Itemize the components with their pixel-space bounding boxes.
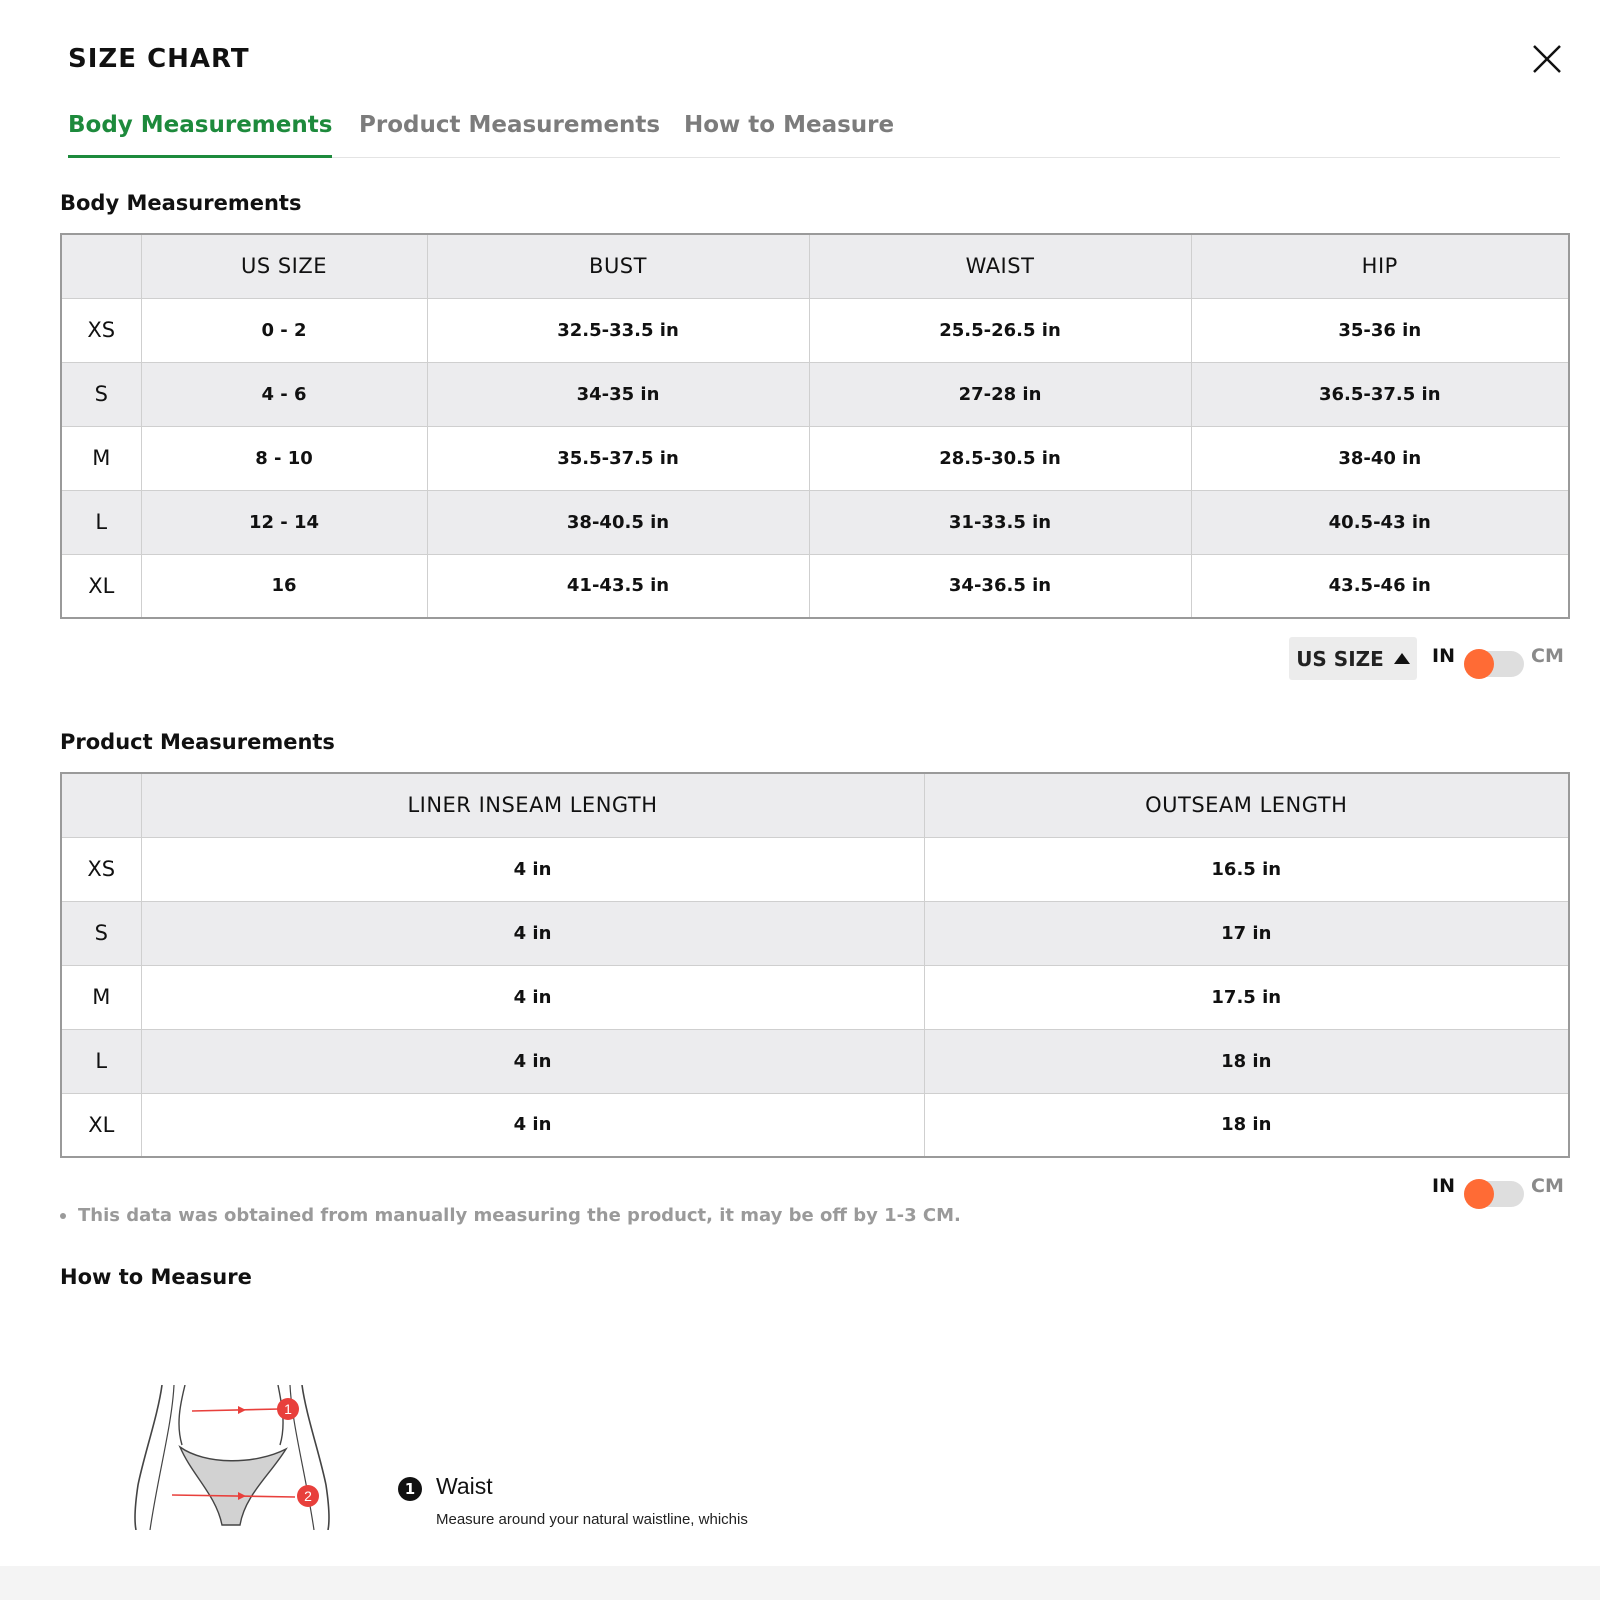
measurement-note xyxy=(60,1205,961,1226)
table-header-row xyxy=(61,234,1569,298)
column-header: HIP xyxy=(1191,234,1569,298)
table-cell: M xyxy=(61,426,141,490)
table-row xyxy=(61,1093,1569,1157)
unit-switch[interactable] xyxy=(1464,1181,1524,1207)
table-cell: M xyxy=(61,965,141,1029)
step-title: Waist xyxy=(436,1473,493,1499)
table-cell: 43.5-46 in xyxy=(1191,554,1569,618)
tab-how-to-measure[interactable]: How to Measure xyxy=(684,112,895,138)
column-header: WAIST xyxy=(809,234,1191,298)
column-header: BUST xyxy=(427,234,809,298)
table-cell: 34-35 in xyxy=(427,362,809,426)
table-cell: S xyxy=(61,362,141,426)
bullet-icon xyxy=(60,1213,66,1219)
table-row xyxy=(61,1029,1569,1093)
product-measurements-table xyxy=(60,772,1570,1158)
table-cell: 35.5-37.5 in xyxy=(427,426,809,490)
table-row xyxy=(61,362,1569,426)
table-cell: 0 - 2 xyxy=(141,298,427,362)
figure-marker: 2 xyxy=(304,1488,312,1504)
table-row xyxy=(61,426,1569,490)
table-cell: S xyxy=(61,901,141,965)
table-cell: 32.5-33.5 in xyxy=(427,298,809,362)
table-row xyxy=(61,965,1569,1029)
size-chart-title: SIZE CHART xyxy=(68,44,250,74)
table-cell: 4 in xyxy=(141,901,924,965)
unit-cm-label: CM xyxy=(1531,645,1564,667)
table-cell: L xyxy=(61,1029,141,1093)
product-measurements-heading: Product Measurements xyxy=(60,730,335,754)
table-cell: 18 in xyxy=(924,1093,1569,1157)
table-cell: 4 in xyxy=(141,837,924,901)
table-row xyxy=(61,298,1569,362)
table-cell: 12 - 14 xyxy=(141,490,427,554)
column-header xyxy=(61,234,141,298)
table-cell: 41-43.5 in xyxy=(427,554,809,618)
column-header: OUTSEAM LENGTH xyxy=(924,773,1569,837)
body-diagram-illustration xyxy=(130,1385,340,1530)
product-unit-toggle[interactable] xyxy=(1432,1175,1572,1211)
table-cell: L xyxy=(61,490,141,554)
table-cell: 36.5-37.5 in xyxy=(1191,362,1569,426)
tab-bar xyxy=(68,108,1560,158)
table-cell: 16.5 in xyxy=(924,837,1569,901)
how-to-measure-heading: How to Measure xyxy=(60,1265,252,1289)
table-cell: 38-40 in xyxy=(1191,426,1569,490)
unit-in-label: IN xyxy=(1432,645,1455,667)
unit-cm-label: CM xyxy=(1531,1175,1564,1197)
close-icon[interactable] xyxy=(1530,42,1564,76)
switch-knob xyxy=(1464,1179,1494,1209)
table-cell: 4 in xyxy=(141,1093,924,1157)
body-measurements-heading: Body Measurements xyxy=(60,191,302,215)
column-header: LINER INSEAM LENGTH xyxy=(141,773,924,837)
table-cell: XL xyxy=(61,554,141,618)
unit-in-label: IN xyxy=(1432,1175,1455,1197)
step-description: Measure around your natural waistline, whichis xyxy=(436,1511,748,1528)
table-row xyxy=(61,554,1569,618)
table-cell: 4 - 6 xyxy=(141,362,427,426)
table-cell: 34-36.5 in xyxy=(809,554,1191,618)
table-cell: 4 in xyxy=(141,965,924,1029)
column-header xyxy=(61,773,141,837)
size-system-select[interactable] xyxy=(1289,637,1417,680)
tab-body-measurements[interactable]: Body Measurements xyxy=(68,108,332,158)
size-system-value: US SIZE xyxy=(1296,646,1384,671)
table-cell: 16 xyxy=(141,554,427,618)
table-cell: XS xyxy=(61,837,141,901)
table-row xyxy=(61,901,1569,965)
table-cell: 17.5 in xyxy=(924,965,1569,1029)
table-cell: 8 - 10 xyxy=(141,426,427,490)
tab-product-measurements[interactable]: Product Measurements xyxy=(359,112,661,138)
switch-knob xyxy=(1464,649,1494,679)
table-cell: 31-33.5 in xyxy=(809,490,1191,554)
table-cell: 25.5-26.5 in xyxy=(809,298,1191,362)
table-cell: 38-40.5 in xyxy=(427,490,809,554)
table-cell: 17 in xyxy=(924,901,1569,965)
column-header: US SIZE xyxy=(141,234,427,298)
table-cell: 35-36 in xyxy=(1191,298,1569,362)
table-cell: XL xyxy=(61,1093,141,1157)
bottom-edge xyxy=(0,1566,1600,1600)
unit-switch[interactable] xyxy=(1464,651,1524,677)
table-row xyxy=(61,490,1569,554)
body-unit-toggle[interactable] xyxy=(1432,645,1572,681)
table-cell: 27-28 in xyxy=(809,362,1191,426)
caret-up-icon xyxy=(1394,653,1410,664)
body-measurements-table xyxy=(60,233,1570,619)
table-row xyxy=(61,837,1569,901)
table-cell: 40.5-43 in xyxy=(1191,490,1569,554)
table-cell: XS xyxy=(61,298,141,362)
figure-marker: 1 xyxy=(284,1401,292,1417)
step-number-badge: 1 xyxy=(398,1477,422,1501)
table-header-row xyxy=(61,773,1569,837)
table-cell: 18 in xyxy=(924,1029,1569,1093)
note-text: This data was obtained from manually measuring the product, it may be off by 1-3 CM. xyxy=(78,1205,961,1226)
table-cell: 28.5-30.5 in xyxy=(809,426,1191,490)
table-cell: 4 in xyxy=(141,1029,924,1093)
